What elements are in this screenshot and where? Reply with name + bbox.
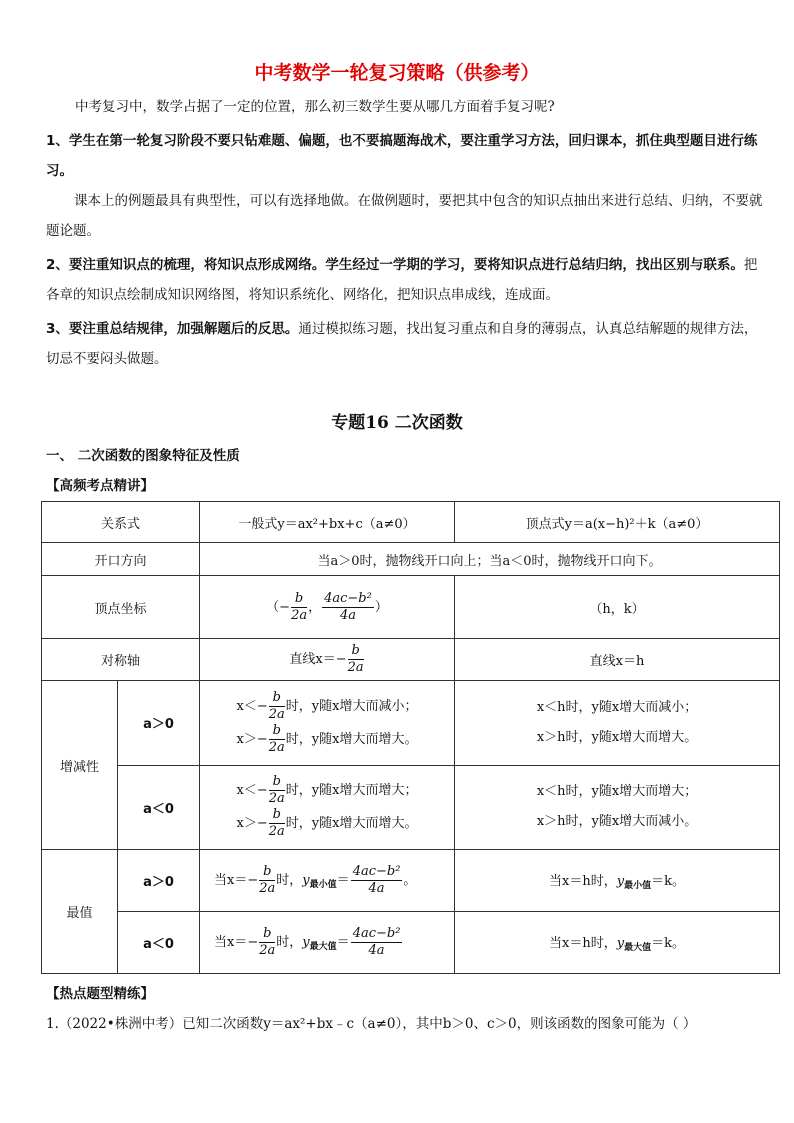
tip-2	[46, 250, 766, 310]
topic-title: 专题16 二次函数	[331, 413, 463, 433]
axis-general	[200, 639, 455, 681]
header-axis: 对称轴	[42, 639, 200, 681]
numerator: b	[269, 774, 285, 791]
y-min-sub: 最小值	[309, 879, 337, 890]
vertex-hk: （h，k）	[455, 576, 780, 639]
mono-vertex-line: x＜h时，y随x增大而增大；	[536, 784, 698, 800]
tip-1b-text: 课本上的例题最具有典型性，可以有选择地做。在做例题时，要把其中包含的知识点抽出来进行总结、归纳，不要就题论题。	[46, 193, 763, 239]
numerator: 4ac−b²	[352, 863, 401, 879]
denominator: 2a	[268, 706, 285, 722]
eq-k: ＝k。	[651, 873, 685, 889]
fraction-b-2a	[269, 774, 285, 807]
vertex-general: （− $\frac{b}{2a}$ ， $\frac{\text{4ac−b²}}{4a}$ ）	[200, 576, 455, 639]
y-symbol: y	[616, 873, 625, 889]
header-opening: 开口方向	[42, 543, 200, 576]
tip-1b	[46, 186, 766, 246]
fraction-b-2a	[269, 723, 285, 756]
cond-a-pos: a＞0	[118, 681, 200, 765]
extreme-general-neg: 当x＝− $\frac{b}{2a}$ 时，$y_{最大值}=$ $\frac{\text{4ac−b²}}{4a}$	[200, 911, 455, 973]
extreme-vertex-pos	[455, 849, 780, 911]
fraction-b-2a	[269, 807, 285, 840]
mono-general-pos	[200, 681, 455, 765]
ext-time: 时，	[276, 872, 303, 888]
tip-3	[46, 314, 766, 374]
y-symbol: y	[616, 935, 625, 951]
mono-text: 时，y随x增大而增大。	[285, 731, 418, 747]
general-form: 一般式y＝ax²+bx+c（a≠0）	[200, 502, 455, 543]
numerator: b	[291, 591, 307, 608]
denominator: 2a	[268, 739, 285, 755]
cond-a-neg: a＜0	[118, 911, 200, 973]
mono-vertex-line: x＞h时，y随x增大而增大。	[536, 729, 698, 745]
y-min-sub: 最小值	[624, 880, 652, 891]
y-max-sub: 最大值	[309, 941, 337, 952]
mono-text: 时，y随x增大而增大。	[285, 816, 418, 832]
y-max-sub: 最大值	[624, 942, 652, 953]
ext-when: 当x＝h时，	[549, 873, 617, 889]
ext-when: 当x＝h时，	[549, 935, 617, 951]
fraction-b-2a	[291, 591, 307, 624]
ext-time: 时，	[276, 934, 303, 950]
mono-vertex-pos	[455, 681, 780, 765]
tip-3-text: 通过模拟练习题，找出复习重点和自身的薄弱点，认真总结解题的规律方法，切忌不要闷头做题。	[46, 321, 758, 367]
ext-when: 当x＝−	[214, 934, 259, 950]
axis-vertex: 直线x＝h	[455, 639, 780, 681]
numerator: b	[259, 926, 275, 943]
denominator: 4a	[339, 607, 356, 623]
section-label-2: 【热点题型精练】	[46, 986, 154, 1002]
mono-vertex-neg	[455, 765, 780, 849]
mono-text: 时，y随x增大而减小；	[285, 698, 418, 714]
denominator: 2a	[259, 880, 276, 896]
denominator: 2a	[268, 791, 285, 807]
mono-vertex-line: x＞h时，y随x增大而减小。	[536, 814, 698, 830]
axis-text: 直线x＝−	[289, 652, 347, 668]
tip-1	[46, 126, 766, 186]
intro-text: 中考复习中，数学占据了一定的位置，那么初三数学生要从哪几方面着手复习呢?	[75, 99, 555, 115]
mono-general-neg	[200, 765, 455, 849]
mono-vertex-line: x＜h时，y随x增大而减小；	[536, 699, 698, 715]
section-label: 【高频考点精讲】	[46, 478, 154, 494]
header-monotonicity: 增减性	[42, 681, 118, 849]
vertex-form: 顶点式y＝a(x−h)²＋k（a≠0）	[455, 502, 780, 543]
numerator: b	[348, 643, 364, 660]
numerator: b	[269, 807, 285, 824]
x-lt: x＜−	[236, 698, 268, 714]
fraction-4acb2-4a	[322, 591, 374, 624]
x-gt: x＞−	[236, 816, 268, 832]
fraction-4acb2-4a	[351, 926, 403, 959]
mono-text: 时，y随x增大而增大；	[285, 783, 418, 799]
tip-1-bold: 1、学生在第一轮复习阶段不要只钻难题、偏题，也不要搞题海战术，要注重学习方法，回归课本，抓住典型题目进行练习。	[46, 133, 758, 179]
x-gt: x＞−	[236, 731, 268, 747]
fraction-4acb2-4a	[351, 864, 403, 897]
eq-k: ＝k。	[651, 935, 685, 951]
extreme-vertex-neg	[455, 911, 780, 973]
fraction-b-2a	[269, 690, 285, 723]
numerator: 4ac−b²	[352, 925, 401, 941]
page-title: 中考数学一轮复习策略（供参考）	[254, 62, 540, 84]
header-extreme: 最值	[42, 849, 118, 973]
numerator: b	[259, 864, 275, 881]
fraction-b-2a	[348, 643, 364, 676]
tip-3-bold: 3、要注重总结规律，加强解题后的反思。	[46, 321, 299, 337]
fraction-b-2a	[259, 926, 275, 959]
extreme-general-pos: 当x＝− $\frac{b}{2a}$ 时，$y_{最小值}=$ $\frac{\text{4ac−b²}}{4a}$ 。	[200, 849, 455, 911]
header-relation: 关系式	[42, 502, 200, 543]
y-symbol: y	[302, 934, 310, 950]
denominator: 2a	[259, 942, 276, 958]
opening-direction: 当a＞0时，抛物线开口向上；当a＜0时，抛物线开口向下。	[200, 543, 780, 576]
cond-a-neg: a＜0	[118, 765, 200, 849]
fraction-b-2a	[259, 864, 275, 897]
cond-a-pos: a＞0	[118, 849, 200, 911]
denominator: 2a	[291, 607, 308, 623]
denominator: 2a	[347, 660, 364, 676]
numerator: b	[269, 690, 285, 707]
header-vertex: 顶点坐标	[42, 576, 200, 639]
question-1: 1.（2022•株洲中考）已知二次函数y＝ax²+bx﹣c（a≠0），其中b＞0、c＞0，则该函数的图象可能为（ ）	[46, 1016, 697, 1032]
denominator: 2a	[268, 824, 285, 840]
ext-when: 当x＝−	[214, 872, 259, 888]
tip-2-bold: 2、要注重知识点的梳理，将知识点形成网络。学生经过一学期的学习，要将知识点进行总结归纳，找出区别与联系。	[46, 257, 744, 273]
tip-2-text: 把各章的知识点绘制成知识网络图，将知识系统化、网络化，把知识点串成线，连成面。	[46, 257, 758, 303]
x-lt: x＜−	[236, 783, 268, 799]
section-heading: 一、 二次函数的图象特征及性质	[46, 448, 240, 464]
denominator: 4a	[368, 942, 385, 958]
y-symbol: y	[302, 872, 310, 888]
denominator: 4a	[368, 880, 385, 896]
numerator: 4ac−b²	[324, 590, 372, 606]
properties-table	[41, 501, 780, 974]
numerator: b	[269, 723, 285, 740]
neg-sign: （−	[266, 599, 291, 615]
